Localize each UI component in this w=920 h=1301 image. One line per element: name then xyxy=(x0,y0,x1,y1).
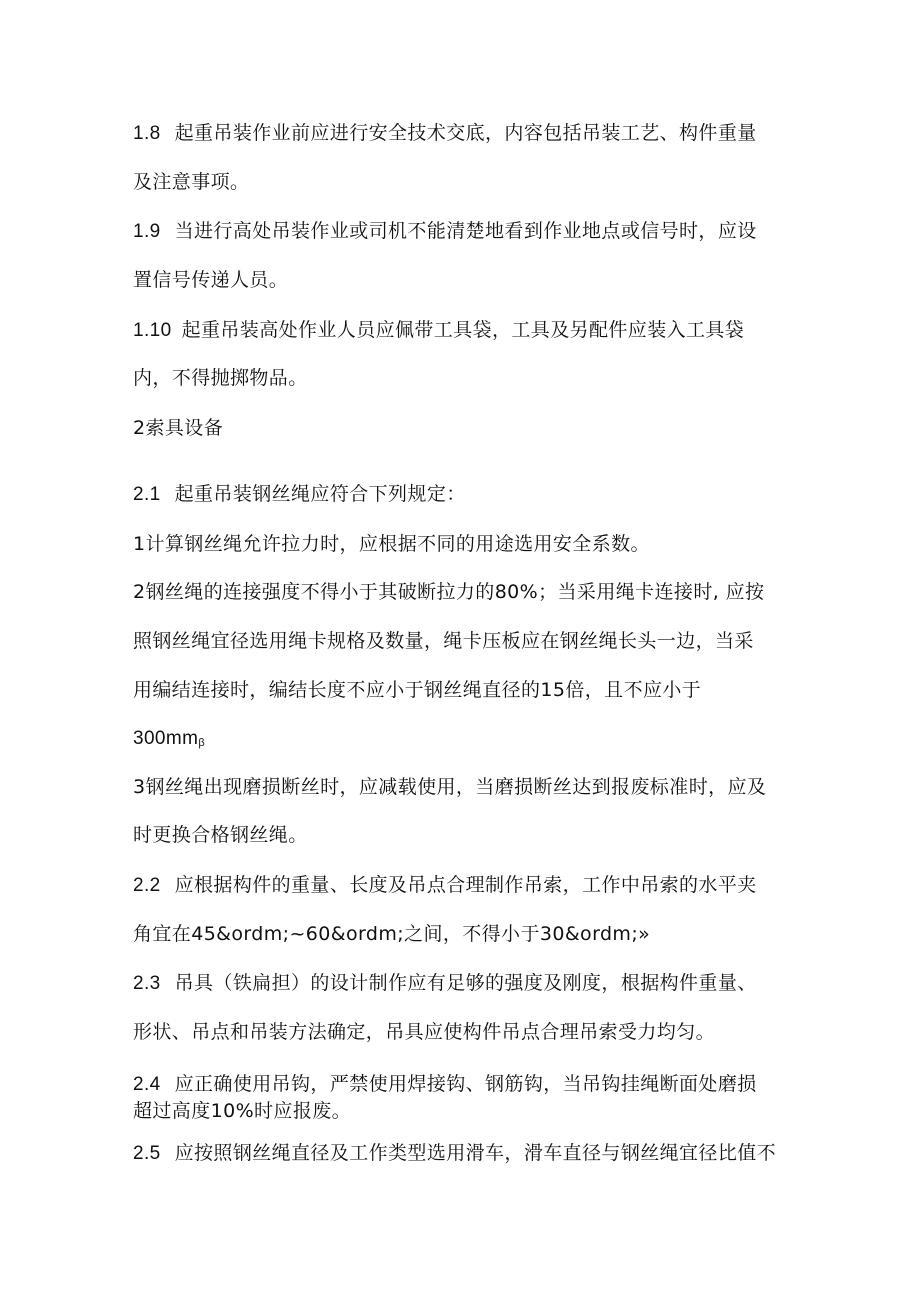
clause-text: 吊具（铁扁担）的设计制作应有足够的强度及刚度，根据构件重量、 xyxy=(174,972,757,994)
item-2-line-1: 2钢丝绳的连接强度不得小于其破断拉力的80%；当采用绳卡连接时, 应按 xyxy=(133,581,765,603)
clause-text: 起重吊装作业前应进行安全技术交底，内容包括吊装工艺、构件重量 xyxy=(174,122,757,144)
clause-1-8-line-2: 及注意事项。 xyxy=(133,171,250,193)
clause-number: 2.5 xyxy=(133,1143,161,1164)
item-3-line-1: 3钢丝绳出现磨损断丝时，应减载使用，当磨损断丝达到报废标准时，应及 xyxy=(133,776,767,798)
clause-1-10-line-2: 内，不得抛掷物品。 xyxy=(133,367,308,389)
clause-text: 应正确使用吊钩，严禁使用焊接钩、钢筋钩，当吊钩挂绳断面处磨损 xyxy=(174,1073,757,1095)
clause-2-3-line-2: 形状、吊点和吊装方法确定，吊具应使构件吊点合理吊索受力均匀。 xyxy=(133,1021,716,1043)
clause-text: 应根据构件的重量、长度及吊点合理制作吊索，工作中吊索的水平夹 xyxy=(174,874,757,896)
item-3-line-2: 时更换合格钢丝绳。 xyxy=(133,824,308,846)
clause-1-9-line-1 xyxy=(133,219,757,244)
clause-text: 起重吊装钢丝绳应符合下列规定： xyxy=(174,483,466,505)
clause-number: 2.1 xyxy=(133,484,161,505)
clause-number: 1.10 xyxy=(133,320,172,341)
clause-2-2-line-2: 角宜在45&ordm;~60&ordm;之间，不得小于30&ordm;» xyxy=(133,923,651,945)
clause-1-9-line-2: 置信号传递人员。 xyxy=(133,269,289,291)
clause-2-3-line-1 xyxy=(133,971,757,996)
clause-2-4-line-2: 超过高度10%时应报废。 xyxy=(133,1100,352,1122)
item-2-line-3: 用编结连接时，编结长度不应小于钢丝绳直径的15倍，且不应小于 xyxy=(133,679,702,701)
item-2-line-4 xyxy=(133,727,205,755)
clause-1-10-line-1 xyxy=(133,318,744,343)
clause-number: 2.3 xyxy=(133,973,161,994)
clause-1-8-line-1 xyxy=(133,121,757,146)
clause-text: 应按照钢丝绳直径及工作类型选用滑车，滑车直径与钢丝绳宜径比值不 xyxy=(174,1142,777,1164)
length-value: 300mm xyxy=(133,728,199,749)
clause-number: 2.4 xyxy=(133,1074,161,1095)
clause-number: 1.9 xyxy=(133,221,161,242)
clause-number: 2.2 xyxy=(133,875,161,896)
clause-text: 起重吊装高处作业人员应佩带工具袋，工具及另配件应装入工具袋 xyxy=(181,319,745,341)
clause-number: 1.8 xyxy=(133,123,161,144)
clause-text: 当进行高处吊装作业或司机不能清楚地看到作业地点或信号时，应设 xyxy=(174,220,757,242)
section-2-heading: 2索具设备 xyxy=(133,417,224,439)
clause-2-1 xyxy=(133,482,466,507)
item-1: 1计算钢丝绳允许拉力时，应根据不同的用途选用安全系数。 xyxy=(133,533,650,555)
item-2-line-2: 照钢丝绳宜径选用绳卡规格及数量，绳卡压板应在钢丝绳长头一边，当采 xyxy=(133,630,754,652)
subscript-mark: β xyxy=(198,737,206,749)
clause-2-2-line-1 xyxy=(133,873,757,898)
clause-2-4-line-1 xyxy=(133,1072,757,1097)
clause-2-5-line-1 xyxy=(133,1141,776,1166)
